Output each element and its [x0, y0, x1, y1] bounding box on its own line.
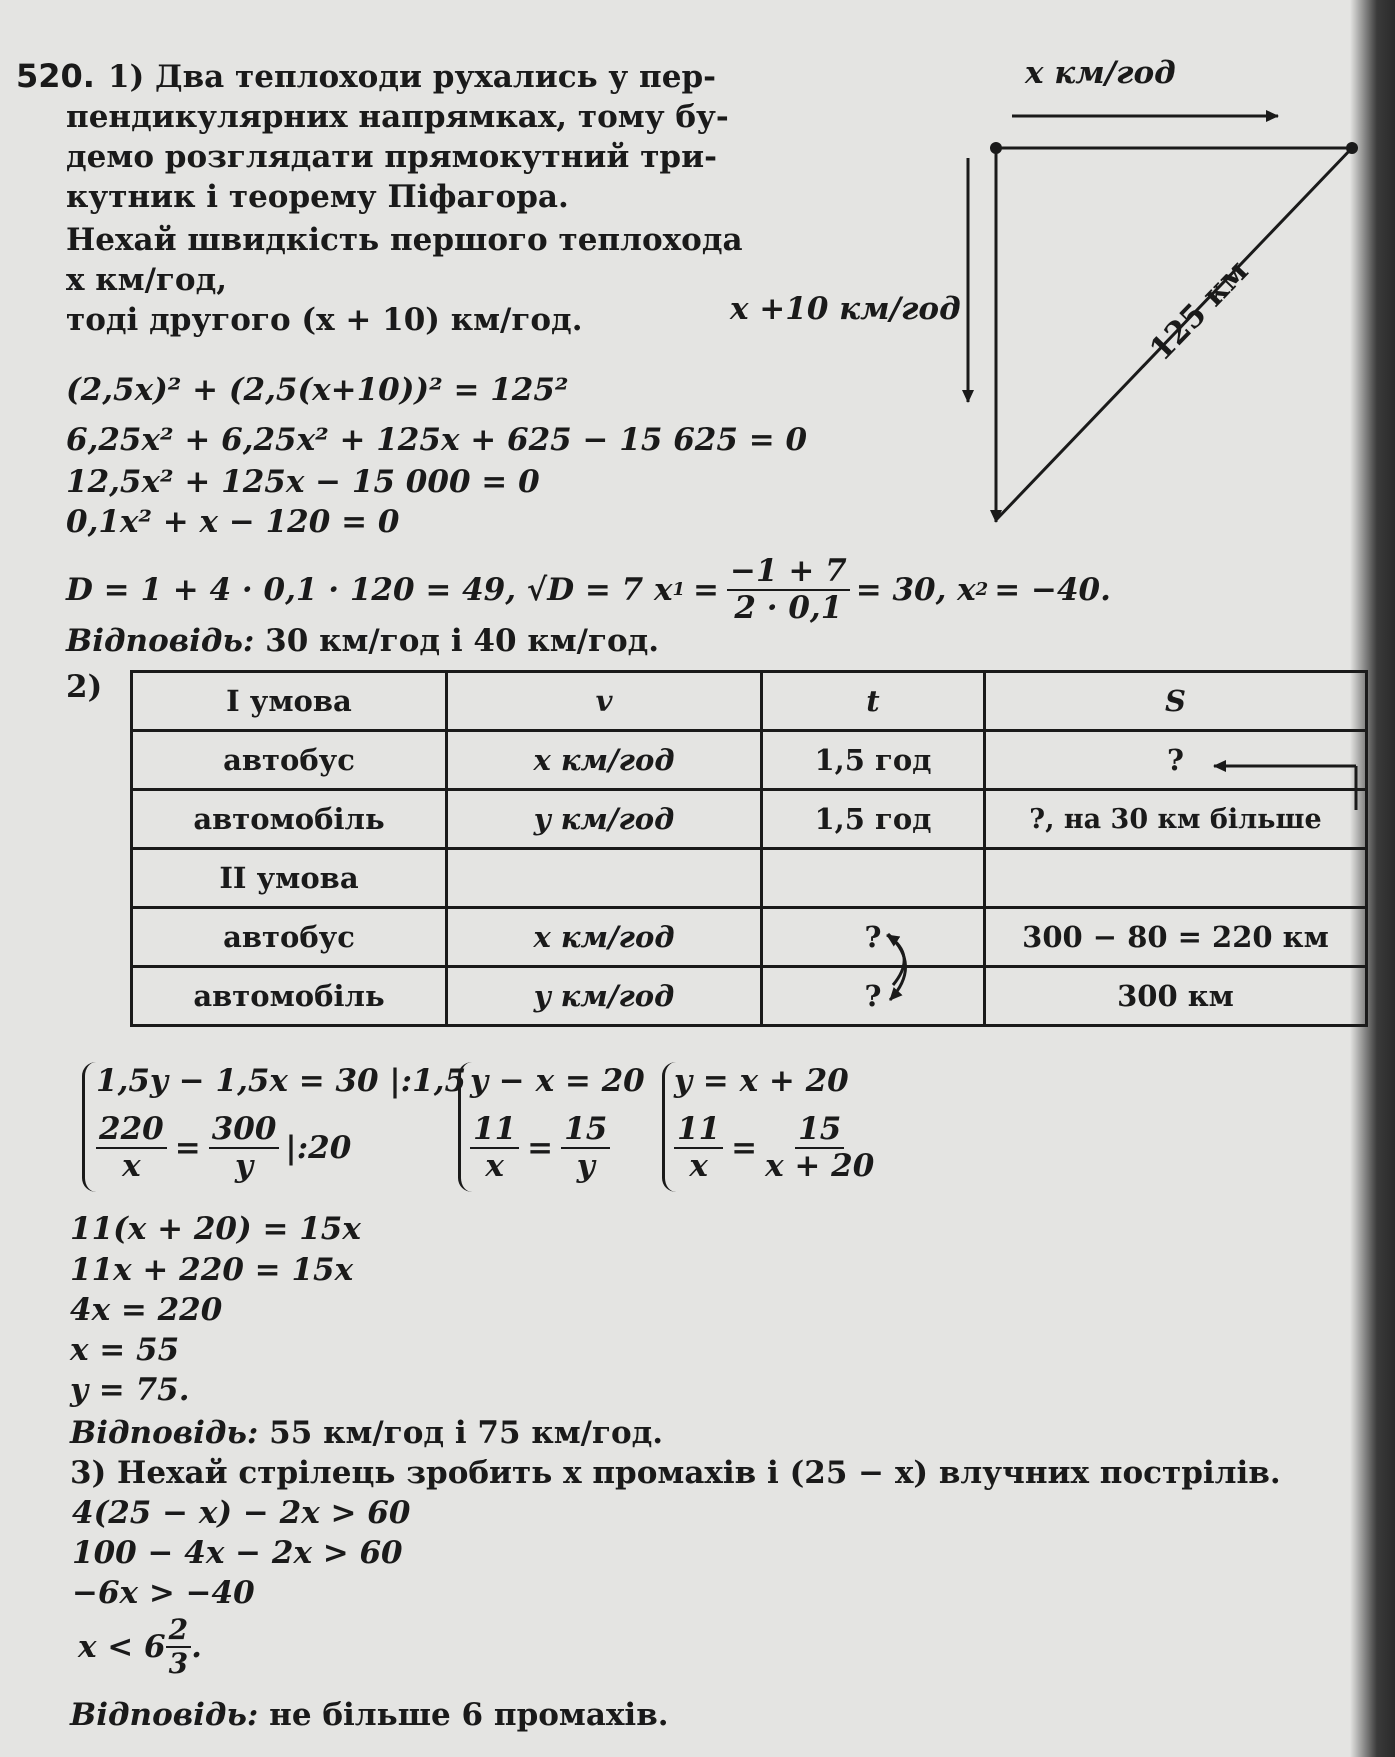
diagram-top-label: x км/год [1025, 55, 1176, 91]
system-3-line-2 [674, 1111, 875, 1184]
part1-line-2: пендикулярних напрямках, тому бу- [66, 99, 729, 135]
part1-line-1: 1) Два теплоходи рухались у пер- [108, 59, 717, 95]
table-cell: 300 − 80 = 220 км [985, 908, 1367, 967]
p3-result-suffix: . [191, 1628, 202, 1665]
sys1-frac-1 [96, 1111, 167, 1184]
root-fraction [727, 553, 850, 626]
eq-reduced: 0,1x² + x − 120 = 0 [66, 504, 400, 540]
table-cell: ?, на 30 км більше [985, 790, 1367, 849]
sys1-frac-1-den: x [122, 1148, 141, 1184]
system-2-line-2 [470, 1111, 610, 1184]
answer-1 [66, 623, 660, 659]
step-1: 11(x + 20) = 15x [70, 1211, 361, 1247]
p3-result-frac [166, 1613, 191, 1680]
system-1-line-1: 1,5y − 1,5x = 30 |:1,5 [96, 1063, 467, 1099]
sys1-frac-1-num: 220 [96, 1114, 167, 1149]
sys2-frac-1-num: 11 [470, 1114, 519, 1149]
table-cell: автомобіль [132, 967, 447, 1026]
p3-frac-num: 2 [166, 1616, 191, 1648]
step-3: 4x = 220 [70, 1292, 223, 1328]
p3-result-prefix: x < 6 [78, 1628, 166, 1665]
part1-line-3: демо розглядати прямокутний три- [66, 139, 717, 175]
part1-line-4: кутник і теорему Піфагора. [66, 179, 569, 215]
table-row [132, 731, 1367, 790]
table-cell: x км/год [447, 908, 762, 967]
sys3-eq: = [731, 1129, 758, 1166]
p3-step-3: −6x > −40 [72, 1575, 255, 1611]
table-cell: автобус [132, 908, 447, 967]
table-cell [762, 849, 985, 908]
part1-line-6: x км/год, [66, 262, 228, 298]
disc-part-b: = 30, x [855, 571, 976, 608]
p3-step-2: 100 − 4x − 2x > 60 [72, 1535, 403, 1571]
root-fraction-den: 2 · 0,1 [734, 590, 843, 626]
p3-step-1: 4(25 − x) − 2x > 60 [72, 1495, 411, 1531]
table-row [132, 790, 1367, 849]
sys3-frac-2-den: x + 20 [765, 1148, 875, 1184]
table-cell: 300 км [985, 967, 1367, 1026]
part2-label: 2) [66, 669, 103, 705]
table-cell: автомобіль [132, 790, 447, 849]
table-cell: автобус [132, 731, 447, 790]
table-cell: ? [985, 731, 1367, 790]
problem-number: 520. [16, 57, 95, 95]
eq-pythagoras: (2,5x)² + (2,5(x+10))² = 125² [66, 372, 569, 408]
part1-line-7: тоді другого (x + 10) км/год. [66, 302, 583, 338]
sys2-frac-2 [561, 1111, 610, 1184]
table-row [132, 672, 1367, 731]
sys3-frac-2-num: 15 [795, 1114, 844, 1149]
part3-intro: 3) Нехай стрілець зробить x промахів і (25 − x) влучних пострілів. [70, 1455, 1281, 1491]
disc-sub1: 1 [672, 579, 686, 600]
answer-3-label: Відповідь: [70, 1697, 259, 1733]
eq-simplified: 12,5x² + 125x − 15 000 = 0 [66, 464, 540, 500]
diagram-hyp-label: 125 км [1142, 253, 1256, 368]
root-fraction-num: −1 + 7 [727, 556, 850, 591]
sys2-eq: = [527, 1129, 554, 1166]
table-cell: x км/год [447, 731, 762, 790]
table-cell: S [985, 672, 1367, 731]
sys1-tail: |:20 [285, 1129, 352, 1166]
table-cell: 1,5 год [762, 790, 985, 849]
table-cell: 1,5 год [762, 731, 985, 790]
answer-2-text: 55 км/год і 75 км/год. [258, 1415, 664, 1451]
answer-3 [70, 1697, 669, 1733]
step-5: y = 75. [70, 1372, 190, 1408]
step-2: 11x + 220 = 15x [70, 1252, 354, 1288]
system-1-line-2 [96, 1111, 352, 1184]
disc-sub2: 2 [975, 579, 989, 600]
sys2-frac-2-den: y [576, 1148, 595, 1184]
sys2-frac-1-den: x [485, 1148, 504, 1184]
answer-1-text: 30 км/год і 40 км/год. [254, 623, 660, 659]
sys1-frac-2-num: 300 [209, 1114, 280, 1149]
table-cell [985, 849, 1367, 908]
table-cell: v [447, 672, 762, 731]
conditions-table [130, 670, 1368, 1027]
sys3-frac-1-num: 11 [674, 1114, 723, 1149]
answer-3-text: не більше 6 промахів. [258, 1697, 669, 1733]
sys1-frac-2 [209, 1111, 280, 1184]
table-cell: t [762, 672, 985, 731]
p3-frac-den: 3 [168, 1647, 189, 1680]
table-cell: ? [762, 967, 985, 1026]
table-cell: y км/год [447, 967, 762, 1026]
table-cell [447, 849, 762, 908]
system-3-line-1: y = x + 20 [674, 1063, 849, 1099]
table-cell: ? [762, 908, 985, 967]
step-4: x = 55 [70, 1332, 180, 1368]
table-row [132, 967, 1367, 1026]
sys3-frac-2 [765, 1111, 875, 1184]
table-cell: y км/год [447, 790, 762, 849]
p3-result [78, 1613, 202, 1680]
sys3-frac-1 [674, 1111, 723, 1184]
disc-part-a: D = 1 + 4 · 0,1 · 120 = 49, √D = 7 x [66, 571, 673, 608]
system-2-line-1: y − x = 20 [470, 1063, 645, 1099]
sys2-frac-2-num: 15 [561, 1114, 610, 1149]
disc-eq: = [693, 571, 719, 608]
answer-1-label: Відповідь: [66, 623, 255, 659]
disc-part-c: = −40. [994, 571, 1111, 608]
discriminant-line [66, 553, 1111, 626]
part1-line-5: Нехай швидкість першого теплохода [66, 222, 743, 258]
table-row [132, 908, 1367, 967]
sys1-eq: = [174, 1129, 201, 1166]
table-row [132, 849, 1367, 908]
sys3-frac-1-den: x [689, 1148, 708, 1184]
answer-2-label: Відповідь: [70, 1415, 259, 1451]
table-cell: II умова [132, 849, 447, 908]
sys2-frac-1 [470, 1111, 519, 1184]
eq-expanded: 6,25x² + 6,25x² + 125x + 625 − 15 625 = 0 [66, 422, 808, 458]
table-cell: I умова [132, 672, 447, 731]
answer-2 [70, 1415, 664, 1451]
diagram-left-label: x +10 км/год [730, 291, 961, 327]
sys1-frac-2-den: y [235, 1148, 254, 1184]
